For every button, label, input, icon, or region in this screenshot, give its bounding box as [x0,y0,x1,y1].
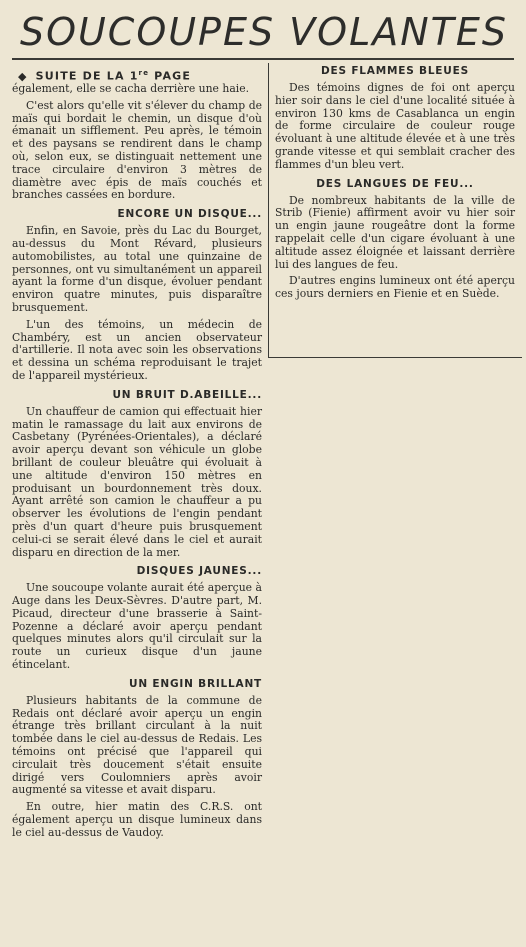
subheading: UN ENGIN BRILLANT [129,677,262,690]
paragraph: D'autres engins lumineux ont été aperçu ces jours derniers en Fienie et en Suède. [275,274,515,301]
paragraph: L'un des témoins, un médecin de Chambéry, est un ancien observateur d'artillerie. Il nota avec soin les observations et dessina un schéma reproduisant le trajet de l'appareil mystérieux. [12,317,262,382]
paragraph: également, elle se cacha derrière une haie. [12,82,250,95]
diamond-bullet-icon: ◆ [18,69,28,83]
headline-rule [12,58,514,60]
right-column [275,63,515,305]
right-column-bottom-rule [268,357,522,358]
subheading: UN BRUIT D.ABEILLE... [112,388,262,401]
continuation-text: SUITE DE LA 1 [35,69,139,83]
subheading: ENCORE UN DISQUE... [117,208,262,221]
paragraph: Une soucoupe volante aurait été aperçue à Auge dans les Deux-Sèvres. D'autre part, M. Picaud, directeur d'une brasserie à Saint-Pozenne a déclaré avoir aperçu pendant quelques minutes alors qu'il circulait sur la route un curieux disque d'un jaune étincelant. [12,581,262,672]
paragraph: Enfin, en Savoie, près du Lac du Bourget, au-dessus du Mont Révard, plusieurs automobilistes, au total une quinzaine de personnes, ont vu simultanément un appareil ayant la forme d'un disque, évoluer pendant environ quatre minutes, puis disparaître brusquement. [12,224,262,314]
continuation-page: PAGE [149,69,192,83]
paragraph: Des témoins dignes de foi ont aperçu hier soir dans le ciel d'une localité située à environ 130 kms de Casablanca un engin de forme circulaire de couleur rouge évoluant à une altitude élevée et à une très grande vitesse et qui semblait cracher des flammes d'un bleu vert. [275,81,515,171]
column-divider [268,63,269,358]
subheading: DES LANGUES DE FEU... [316,177,474,190]
paragraph: Un chauffeur de camion qui effectuait hier matin le ramassage du lait aux environs de Casbetany (Pyrénées-Orientales), a déclaré avoir aperçu devant son véhicule un globe brillant de couleur bleuâtre qui évoluait à une altitude d'environ 150 mètres en produisant un bourdonnement très doux. Ayant arrêté son camion le chauffeur a pu observer les évolutions de l'engin pendant près d'un quart d'heure puis brusquement celui-ci se serait élevé dans le ciel et aurait disparu en direction de la mer. [12,404,262,559]
subheading: DISQUES JAUNES... [136,565,262,578]
continuation-superscript: re [138,69,150,77]
continuation-label [18,63,262,83]
subheading: DES FLAMMES BLEUES [321,65,469,77]
paragraph: Plusieurs habitants de la commune de Redais ont déclaré avoir aperçu un engin étrange très brillant circulant à la nuit tombée dans le ciel au-dessus de Redais. Les témoins ont précisé que l'appareil qui circulait très doucement s'était ensuite dirigé vers Coulomniers après avoir augmenté sa vitesse et avait disparu. [12,693,262,797]
paragraph: C'est alors qu'elle vit s'élever du champ de maïs qui bordait le chemin, un disque d'où émanait un sifflement. Peu après, le témoin et des paysans se rendirent dans le champ où, selon eux, se distinguait nettement une trace circulaire d'environ 3 mètres de diamètre avec épis de maïs couchés et branches cassées en bordure. [12,98,262,202]
headline: SOUCOUPES VOLANTES [19,10,509,54]
paragraph: De nombreux habitants de la ville de Strib (Fienie) affirment avoir vu hier soir un engin jaune rougeâtre dont la forme rappelait celle d'un cigare évoluant à une altitude assez éloignée et laissant derrière lui des langues de feu. [275,193,515,271]
left-column [12,63,262,844]
paragraph: En outre, hier matin des C.R.S. ont également aperçu un disque lumineux dans le ciel au-dessus de Vaudoy. [12,800,262,839]
